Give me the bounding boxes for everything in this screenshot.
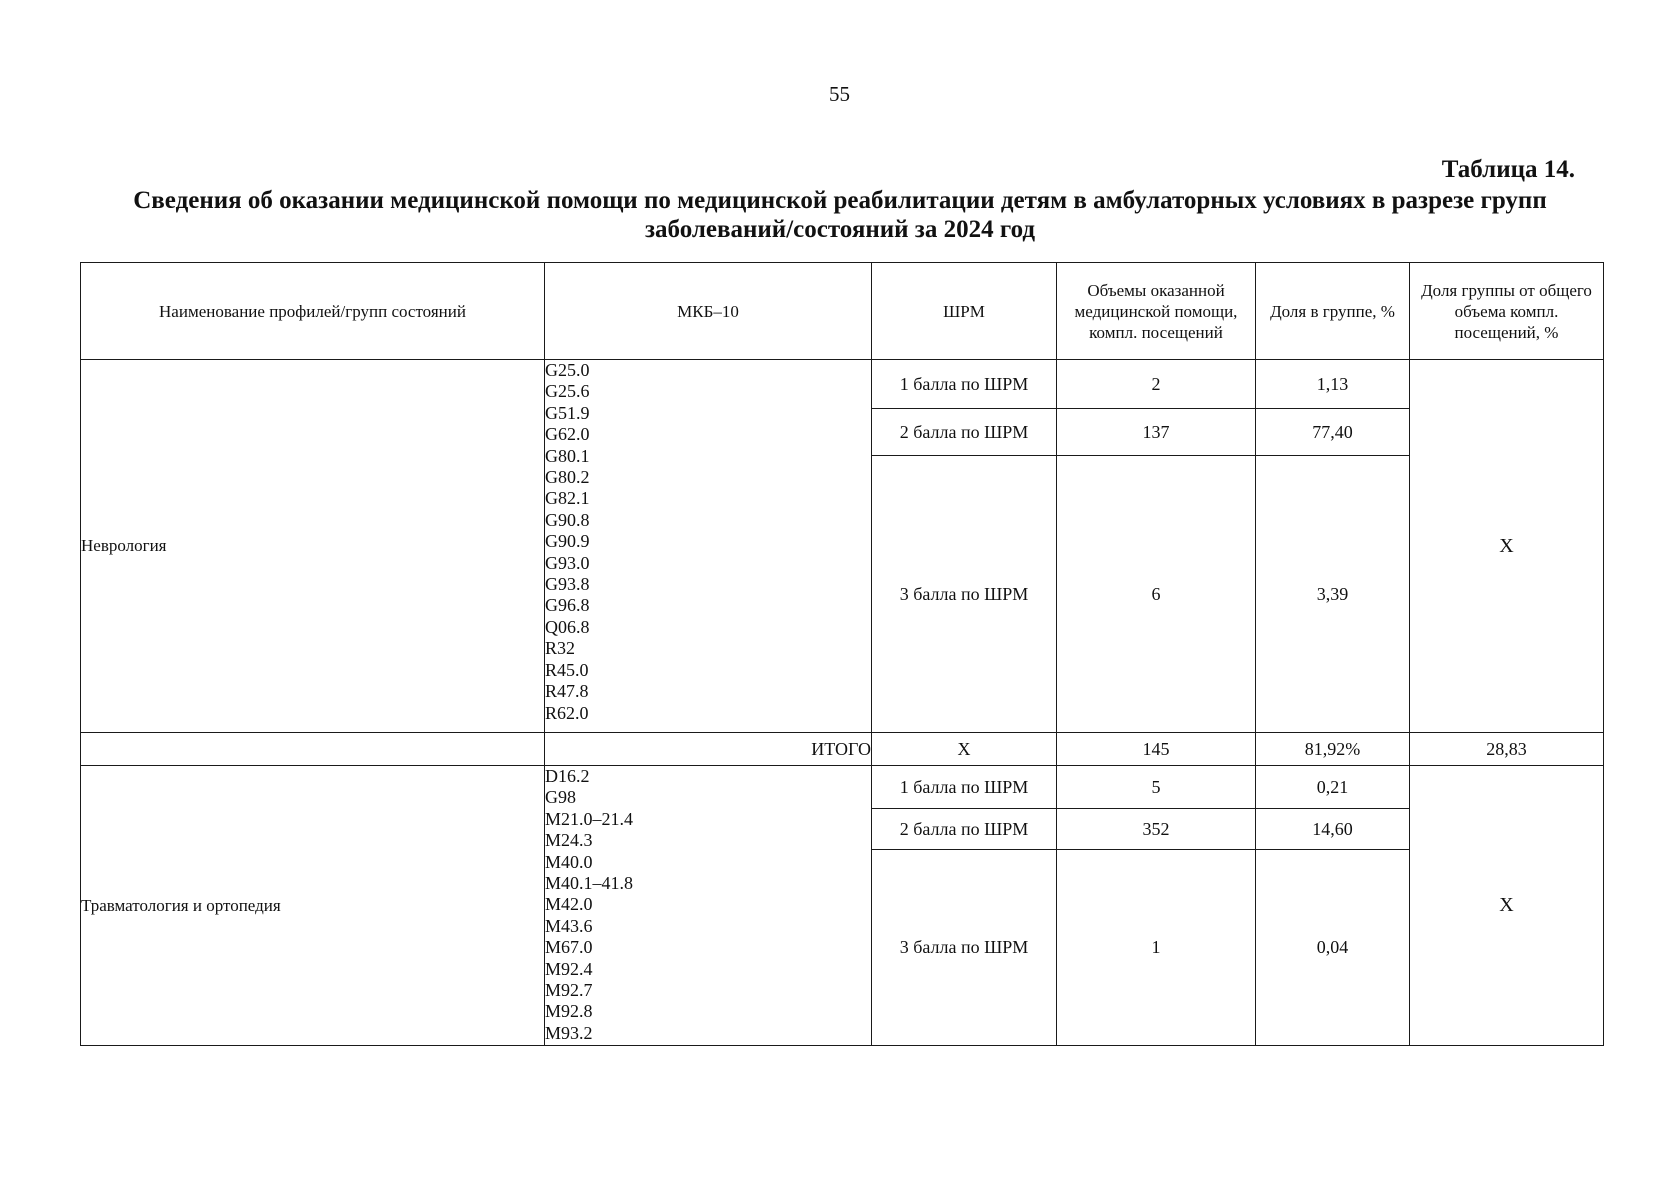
table-row xyxy=(81,360,1604,409)
rehab-table xyxy=(80,262,1604,1046)
total-share: 81,92% xyxy=(1256,733,1410,766)
icd-code: R45.0 xyxy=(545,659,589,680)
shrm-cell: 1 балла по ШРМ xyxy=(872,766,1057,809)
header-share-total: Доля группы от общего объема компл. посещений, % xyxy=(1410,263,1604,360)
icd-code: G51.9 xyxy=(545,402,590,423)
icd-code: G25.6 xyxy=(545,381,590,402)
table-label: Таблица 14. xyxy=(1441,156,1575,183)
header-name: Наименование профилей/групп состояний xyxy=(81,263,545,360)
total-volume: 145 xyxy=(1057,733,1256,766)
share-total-cell: X xyxy=(1410,766,1604,1046)
shrm-cell: 2 балла по ШРМ xyxy=(872,809,1057,850)
icd-code: M24.3 xyxy=(545,830,593,851)
icd-code: R62.0 xyxy=(545,702,589,723)
icd-code: G93.0 xyxy=(545,552,590,573)
share-cell: 0,04 xyxy=(1256,850,1410,1046)
share-cell: 0,21 xyxy=(1256,766,1410,809)
icd-code: G82.1 xyxy=(545,488,590,509)
total-share-total: 28,83 xyxy=(1410,733,1604,766)
icd-code: M40.1–41.8 xyxy=(545,873,634,894)
icd-codes-cell xyxy=(545,360,872,733)
icd-code: G80.2 xyxy=(545,467,590,488)
icd-code: M40.0 xyxy=(545,851,593,872)
total-label: ИТОГО xyxy=(545,733,872,766)
icd-code: M93.2 xyxy=(545,1022,593,1043)
icd-code: G96.8 xyxy=(545,595,590,616)
volume-cell: 137 xyxy=(1057,409,1256,456)
shrm-cell: 1 балла по ШРМ xyxy=(872,360,1057,409)
shrm-cell: 3 балла по ШРМ xyxy=(872,850,1057,1046)
table-title: Сведения об оказании медицинской помощи по медицинской реабилитации детям в амбулаторных условиях в разрезе групп заболеваний/состояний за 2024 год xyxy=(133,187,1547,243)
icd-code: G25.0 xyxy=(545,360,590,380)
volume-cell: 352 xyxy=(1057,809,1256,850)
shrm-cell: 3 балла по ШРМ xyxy=(872,456,1057,733)
share-cell: 3,39 xyxy=(1256,456,1410,733)
page-number: 55 xyxy=(829,82,850,106)
icd-code: M42.0 xyxy=(545,894,593,915)
icd-code: M21.0–21.4 xyxy=(545,808,634,829)
icd-code: G98 xyxy=(545,787,576,808)
group-name: Травматология и ортопедия xyxy=(81,766,545,1046)
volume-cell: 5 xyxy=(1057,766,1256,809)
icd-code: Q06.8 xyxy=(545,616,590,637)
header-shrm: ШРМ xyxy=(872,263,1057,360)
icd-code: G90.9 xyxy=(545,531,590,552)
share-cell: 1,13 xyxy=(1256,360,1410,409)
icd-code: R32 xyxy=(545,638,576,659)
total-shrm: X xyxy=(872,733,1057,766)
icd-code: M92.7 xyxy=(545,980,593,1001)
icd-code: G90.8 xyxy=(545,509,590,530)
header-row xyxy=(81,263,1604,360)
icd-code: G62.0 xyxy=(545,424,590,445)
share-cell: 77,40 xyxy=(1256,409,1410,456)
icd-code: M67.0 xyxy=(545,937,593,958)
header-share-group: Доля в группе, % xyxy=(1256,263,1410,360)
icd-code: D16.2 xyxy=(545,766,590,786)
volume-cell: 6 xyxy=(1057,456,1256,733)
header-icd: МКБ–10 xyxy=(545,263,872,360)
icd-code: M43.6 xyxy=(545,915,593,936)
icd-code: G93.8 xyxy=(545,574,590,595)
icd-code: M92.8 xyxy=(545,1001,593,1022)
share-cell: 14,60 xyxy=(1256,809,1410,850)
icd-code: R47.8 xyxy=(545,681,589,702)
shrm-cell: 2 балла по ШРМ xyxy=(872,409,1057,456)
icd-code: G80.1 xyxy=(545,445,590,466)
icd-codes-cell xyxy=(545,766,872,1046)
volume-cell: 1 xyxy=(1057,850,1256,1046)
icd-code: M92.4 xyxy=(545,958,593,979)
table-row xyxy=(81,766,1604,809)
total-row xyxy=(81,733,1604,766)
share-total-cell: X xyxy=(1410,360,1604,733)
header-volume: Объемы оказанной медицинской помощи, компл. посещений xyxy=(1057,263,1256,360)
volume-cell: 2 xyxy=(1057,360,1256,409)
group-name: Неврология xyxy=(81,360,545,733)
total-name-empty xyxy=(81,733,545,766)
